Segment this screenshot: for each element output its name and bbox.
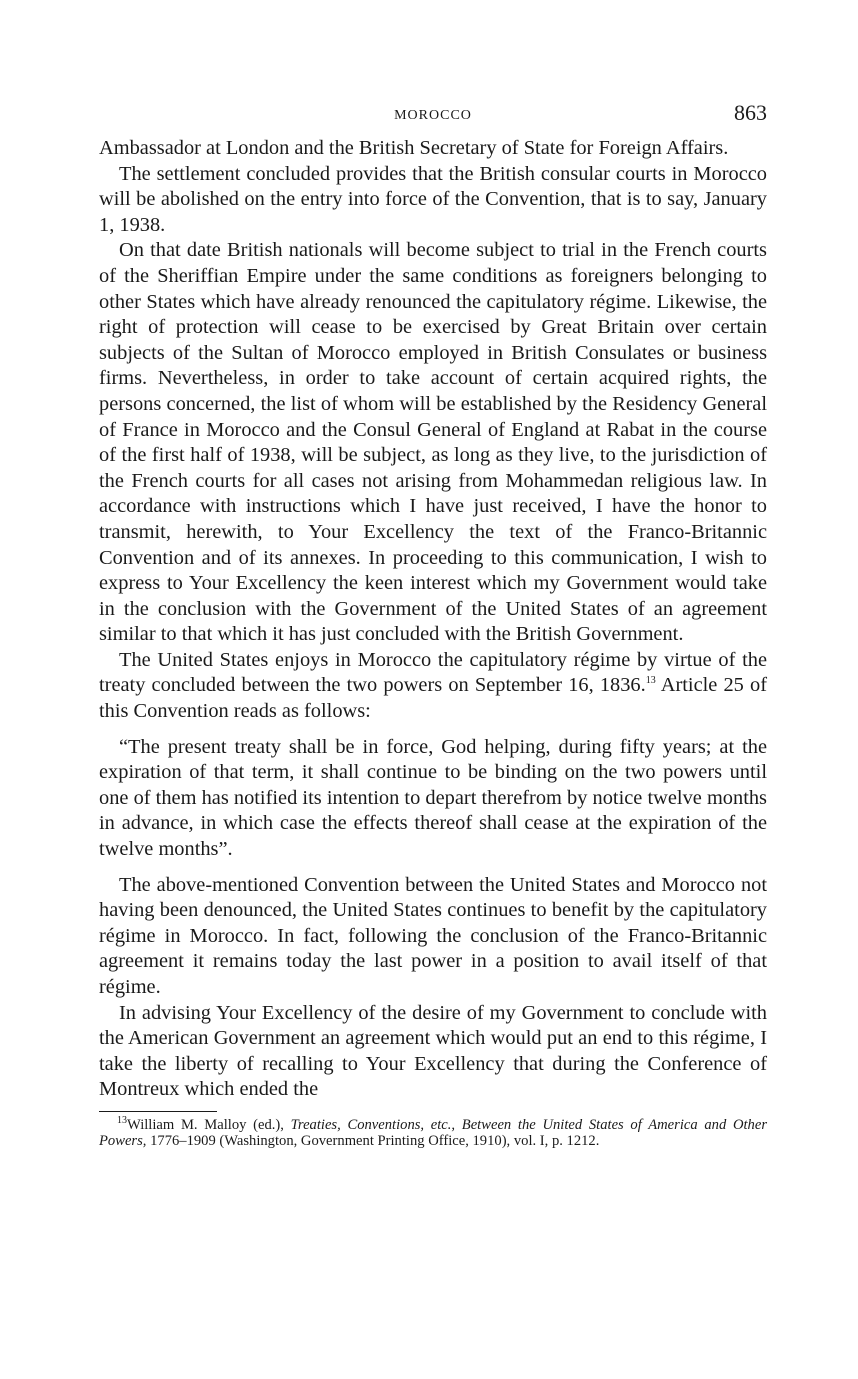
page-header [99, 96, 767, 136]
document-page [99, 96, 767, 1150]
body-text [99, 136, 767, 1103]
page-number: 863 [734, 100, 767, 125]
paragraph: In advising Your Excellency of the desire of my Government to conclude with the American Government an agreement which would put an end to this régime, I take the liberty of recalling to Your Excellency that during the Conference of Montreux which ended the [99, 1001, 767, 1101]
footnote-author: William M. Malloy (ed.), [127, 1116, 284, 1133]
footnote-details: 1776–1909 (Washington, Government Printing Office, 1910), vol. I, p. 1212. [150, 1132, 600, 1149]
paragraph-treaty-reference [99, 648, 767, 725]
article-quote [99, 735, 767, 863]
footnote-divider [99, 1111, 217, 1112]
paragraph: The settlement concluded provides that the British consular courts in Morocco will be abolished on the entry into force of the Convention, that is to say, January 1, 1938. [99, 162, 767, 236]
paragraph-text: Article 25 of this Convention reads as follows: [99, 674, 767, 723]
footnote-title: Treaties, Conventions, etc., Between the United States of America and Other Powers, [99, 1116, 767, 1149]
footnote-text [99, 1115, 767, 1150]
quote-text: “The present treaty shall be in force, God helping, during fifty years; at the expiration of that term, it shall continue to be binding on the two powers until one of them has notified its intention to depart therefrom by notice twelve months in advance, in which case the effects thereof shall cease at the expiration of the twelve months”. [99, 735, 767, 861]
paragraph-continued: Ambassador at London and the British Secretary of State for Foreign Affairs. [99, 137, 729, 159]
footnote-reference: 13 [645, 675, 656, 687]
running-head: MOROCCO [394, 108, 472, 123]
paragraph: The above-mentioned Convention between the United States and Morocco not having been denounced, the United States continues to benefit by the capitulatory régime in Morocco. In fact, following the conclusion of the Franco-Britannic agreement it remains today the last power in a position to avail itself of that régime. [99, 873, 767, 998]
paragraph: On that date British nationals will become subject to trial in the French courts of the Sheriffian Empire under the same conditions as foreigners belonging to other States which have already renounced the capitulatory régime. Likewise, the right of protection will cease to be exercised by Great Britain over certain subjects of the Sultan of Morocco employed in British Consulates or business firms. Nevertheless, in order to take account of certain acquired rights, the persons concerned, the list of whom will be established by the Residency General of France in Morocco and the Consul General of England at Rabat in the course of the first half of 1938, will be subject, as long as they live, to the jurisdiction of the French courts for all cases not arising from Mohammedan religious law. In accordance with instructions which I have just received, I have the honor to transmit, herewith, to Your Excellency the text of the Franco-Britannic Convention and of its annexes. In proceeding to this communication, I wish to express to Your Excellency the keen interest which my Government would take in the conclusion with the Government of the United States of an agreement similar to that which it has just concluded with the British Government. [99, 239, 767, 646]
footnote [99, 1115, 767, 1150]
paragraph-text: The United States enjoys in Morocco the capitulatory régime by virtue of the treaty concluded between the two powers on September 16, 1836. [99, 648, 767, 697]
footnote-number: 13 [117, 1115, 127, 1127]
